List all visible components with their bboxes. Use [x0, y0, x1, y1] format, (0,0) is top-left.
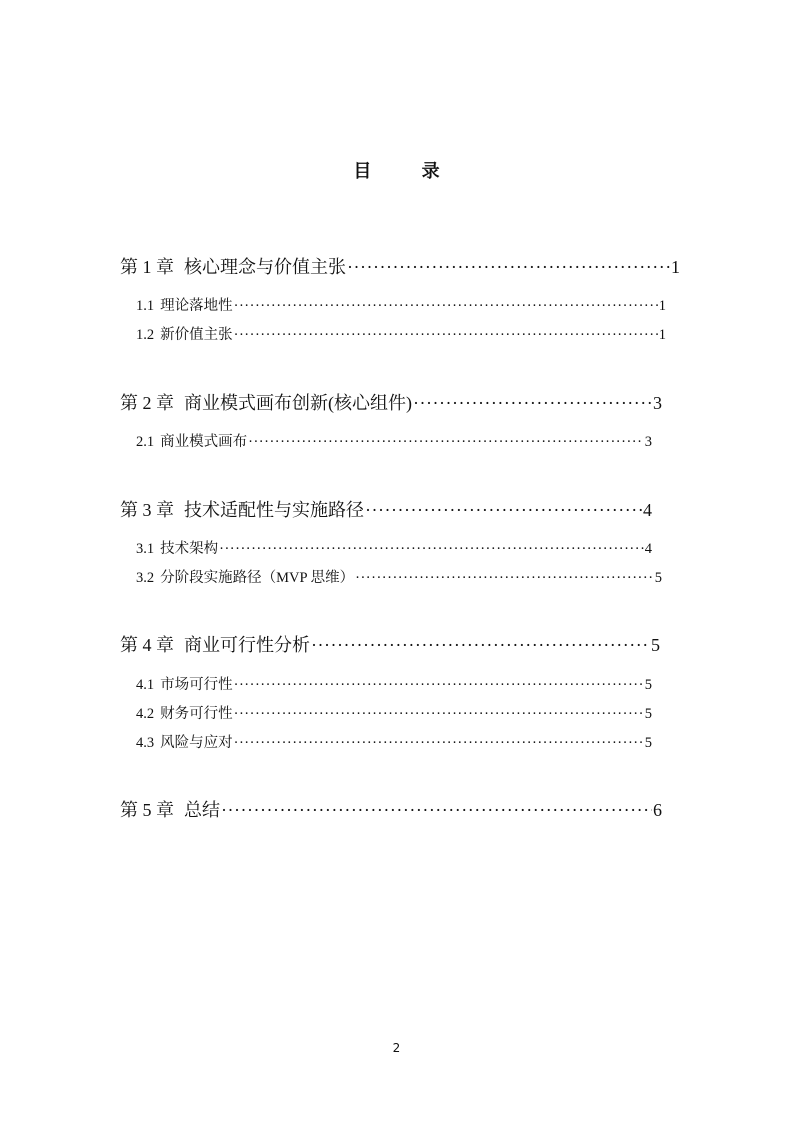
dot-leader [311, 635, 650, 656]
entry-title: 分阶段实施路径（MVP 思维） [160, 570, 355, 586]
toc-entry-1-2[interactable] [136, 323, 666, 343]
toc-entry-3-2[interactable] [136, 566, 662, 586]
entry-page-number: 1 [671, 257, 680, 277]
toc-entry-1-1[interactable] [136, 294, 666, 314]
page-number-footer: 2 [392, 1041, 401, 1055]
dot-leader [234, 677, 644, 694]
entry-number: 4.1 [136, 677, 155, 693]
entry-title: 风险与应对 [160, 735, 233, 751]
toc-entry-3-1[interactable] [136, 537, 652, 557]
toc-entry-4-1[interactable] [136, 673, 652, 693]
dot-leader [355, 570, 654, 587]
entry-number: 4.2 [136, 706, 155, 722]
entry-page-number: 5 [644, 677, 652, 693]
entry-number: 1.1 [136, 298, 155, 314]
entry-title: 技术架构 [160, 541, 219, 557]
entry-page-number: 3 [653, 393, 662, 413]
toc-title: 目 录 [353, 161, 462, 182]
entry-number: 第 4 章 [120, 635, 174, 655]
entry-page-number: 1 [658, 298, 666, 314]
dot-leader [234, 327, 658, 344]
entry-page-number: 5 [644, 706, 652, 722]
dot-leader [221, 800, 652, 821]
entry-title: 新价值主张 [160, 327, 233, 343]
entry-title: 商业模式画布 [160, 434, 248, 450]
toc-entry-chapter-3[interactable] [120, 496, 652, 522]
dot-leader [234, 298, 658, 315]
entry-number: 3.2 [136, 570, 155, 586]
entry-page-number: 6 [653, 800, 662, 820]
entry-title: 财务可行性 [160, 706, 233, 722]
toc-entry-chapter-4[interactable] [120, 631, 660, 657]
toc-entry-4-3[interactable] [136, 731, 652, 751]
entry-page-number: 5 [651, 635, 660, 655]
entry-title: 商业模式画布创新(核心组件) [184, 393, 412, 413]
dot-leader [413, 393, 652, 414]
toc-entry-2-1[interactable] [136, 430, 652, 450]
entry-page-number: 4 [643, 500, 652, 520]
entry-title: 市场可行性 [160, 677, 233, 693]
entry-title: 理论落地性 [160, 298, 233, 314]
entry-page-number: 5 [644, 735, 652, 751]
entry-title: 商业可行性分析 [184, 635, 310, 655]
dot-leader [365, 500, 642, 521]
entry-number: 2.1 [136, 434, 155, 450]
entry-page-number: 5 [654, 570, 662, 586]
dot-leader [347, 257, 670, 278]
toc-entry-4-2[interactable] [136, 702, 652, 722]
dot-leader [234, 706, 644, 723]
entry-number: 3.1 [136, 541, 155, 557]
entry-number: 第 2 章 [120, 393, 174, 413]
entry-title: 总结 [184, 800, 220, 820]
dot-leader [248, 434, 644, 451]
entry-number: 4.3 [136, 735, 155, 751]
entry-title: 技术适配性与实施路径 [184, 500, 364, 520]
entry-page-number: 1 [658, 327, 666, 343]
toc-entry-chapter-1[interactable] [120, 253, 680, 279]
entry-title: 核心理念与价值主张 [184, 257, 346, 277]
entry-number: 第 5 章 [120, 800, 174, 820]
dot-leader [219, 541, 644, 558]
entry-number: 第 1 章 [120, 257, 174, 277]
toc-entry-chapter-5[interactable] [120, 796, 662, 822]
dot-leader [234, 735, 644, 752]
entry-number: 第 3 章 [120, 500, 174, 520]
entry-number: 1.2 [136, 327, 155, 343]
toc-entry-chapter-2[interactable] [120, 389, 662, 415]
entry-page-number: 4 [644, 541, 652, 557]
entry-page-number: 3 [644, 434, 652, 450]
